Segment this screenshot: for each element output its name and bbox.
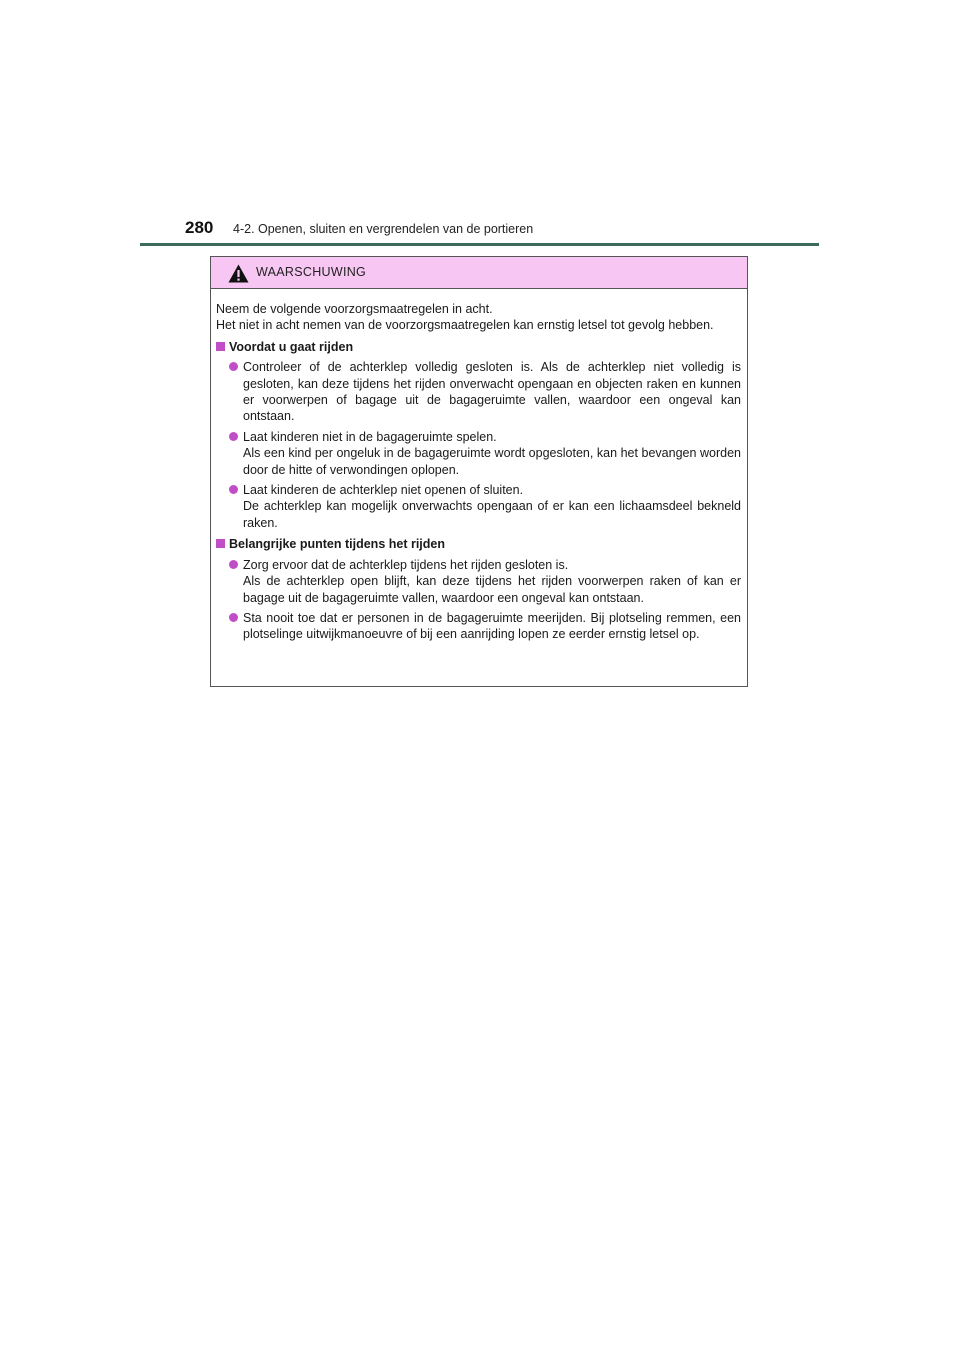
warning-triangle-icon xyxy=(228,264,249,283)
bullet-text: Sta nooit toe dat er personen in de bagageruimte meerijden. Bij plotseling remmen, een plotselinge uitwijkmanoeuvre of bij een aanrijding lopen ze eerder ernstig letsel op. xyxy=(243,610,741,642)
warning-header xyxy=(211,257,747,289)
circle-bullet-icon xyxy=(229,362,238,371)
bullet-text: Zorg ervoor dat de achterklep tijdens het rijden gesloten is. xyxy=(243,557,569,572)
section-heading-before-driving: Voordat u gaat rijden xyxy=(216,339,741,355)
bullet-item xyxy=(216,429,741,478)
circle-bullet-icon xyxy=(229,560,238,569)
bullet-text: Laat kinderen niet in de bagageruimte spelen. xyxy=(243,429,497,444)
bullet-text: Als de achterklep open blijft, kan deze tijdens het rijden voorwerpen raken of kan er bagage uit de bagageruimte vallen, waardoor een ongeval kan ontstaan. xyxy=(243,574,741,605)
bullet-item xyxy=(216,359,741,425)
bullet-text: Controleer of de achterklep volledig gesloten is. Als de achterklep niet volledig is gesloten, kan deze tijdens het rijden onverwacht opengaan en objecten raken en kunnen er voorwerpen of bagage uit de bagageruimte vallen, waardoor een ongeval kan ontstaan. xyxy=(243,360,741,424)
header-rule xyxy=(140,243,819,246)
page-number: 280 xyxy=(185,218,214,237)
bullet-text: De achterklep kan mogelijk onverwachts opengaan of er kan een lichaamsdeel bekneld raken. xyxy=(243,499,741,530)
bullet-text: Laat kinderen de achterklep niet openen of sluiten. xyxy=(243,483,524,498)
square-bullet-icon xyxy=(216,342,225,351)
square-bullet-icon xyxy=(216,539,225,548)
bullet-item xyxy=(216,482,741,531)
intro-line: Het niet in acht nemen van de voorzorgsmaatregelen kan ernstig letsel tot gevolg hebben. xyxy=(216,318,714,333)
warning-box xyxy=(210,256,748,687)
warning-title: WAARSCHUWING xyxy=(256,265,367,279)
circle-bullet-icon xyxy=(229,613,238,622)
warning-body xyxy=(211,289,747,643)
circle-bullet-icon xyxy=(229,432,238,441)
bullet-text: Als een kind per ongeluk in de bagageruimte wordt opgesloten, kan het bevangen worden door de hitte of verwondingen oplopen. xyxy=(243,446,741,477)
section-heading-while-driving: Belangrijke punten tijdens het rijden xyxy=(216,536,741,552)
bullet-item xyxy=(216,557,741,606)
bullet-item xyxy=(216,610,741,643)
section-title: 4-2. Openen, sluiten en vergrendelen van de portieren xyxy=(233,222,534,236)
warning-intro xyxy=(216,301,741,334)
circle-bullet-icon xyxy=(229,485,238,494)
intro-line: Neem de volgende voorzorgsmaatregelen in acht. xyxy=(216,302,493,316)
